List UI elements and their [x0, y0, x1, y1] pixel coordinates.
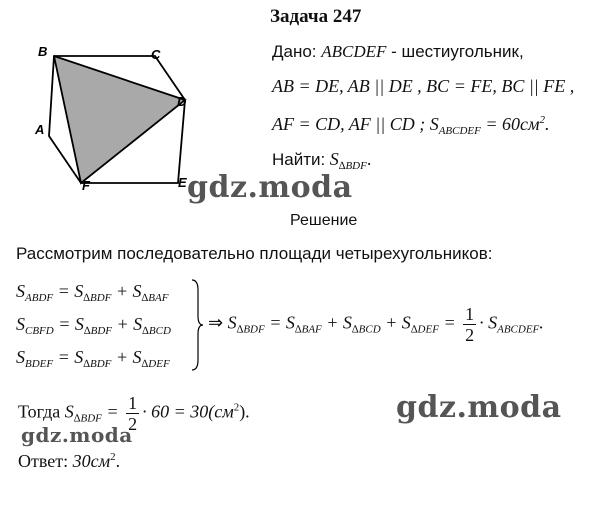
result-line: ⇒ $S_{\Delta BDF} = S_{\Delta BAF} + S_{\Delta BCD} + S_{\Delta DEF}$ = $\frac{1}{2}$ · $S_{ABCDEF}$. — [208, 304, 544, 345]
watermark: gdz.moda — [396, 390, 562, 425]
answer-line: Ответ: $30см^2$. — [18, 451, 121, 471]
given-line2-rest: = 60см — [480, 114, 540, 134]
find-sub: ∆BDF — [338, 160, 367, 172]
watermark: gdz.moda — [21, 423, 133, 447]
system-brace — [190, 278, 204, 372]
find-s: S — [329, 149, 339, 169]
given-line-0 — [272, 42, 524, 62]
then-label: Тогда — [18, 401, 61, 422]
vertex-label-a: A — [35, 122, 45, 137]
consider-text: Рассмотрим последовательно площади четырехугольников: — [16, 244, 493, 263]
find-line — [272, 149, 371, 172]
answer-label: Ответ: — [18, 451, 69, 471]
system-row-0: $S_{ABDF} = S_{\Delta BDF} + S_{\Delta BAF}$ — [16, 281, 169, 304]
vertex-label-f: F — [82, 178, 90, 193]
vertex-label-c: C — [151, 47, 161, 62]
vertex-label-e: E — [178, 175, 187, 190]
then-line: Тогда $S_{\Delta BDF}$ = $\frac{1}{2}$ · $60 = 30(см^2)$. — [18, 393, 250, 434]
given-label: Дано: — [272, 42, 317, 61]
system-row-1: $S_{CBFD} = S_{\Delta BDF} + S_{\Delta BCD}$ — [16, 314, 171, 337]
hexagon-figure — [30, 42, 210, 202]
then-fraction: $\frac{1}{2}$ — [128, 393, 138, 434]
implies-arrow: ⇒ — [208, 312, 224, 333]
watermark: gdz.moda — [187, 170, 353, 205]
solution-heading: Решение — [290, 212, 358, 229]
given-shape: ABCDEF — [321, 42, 387, 61]
vertex-label-b: B — [38, 44, 48, 59]
given-line-1: AB = DE, AB || DE , BC = FE, BC || FE , — [272, 76, 575, 96]
given-shape-text: - шестиугольник, — [391, 42, 524, 61]
triangle-bdf — [54, 56, 185, 183]
system-row-2: $S_{BDEF} = S_{\Delta BDF} + S_{\Delta DEF}$ — [16, 347, 170, 370]
given-line2-end: . — [545, 114, 550, 134]
vertex-label-d: D — [177, 94, 187, 109]
given-line2-sup: 2 — [539, 114, 545, 126]
given-line2-sub: ABCDEF — [438, 125, 481, 137]
find-label: Найти: — [272, 150, 326, 169]
result-fraction: $\frac{1}{2}$ — [465, 304, 475, 345]
given-line-2 — [272, 114, 550, 137]
answer-value: 30см — [72, 451, 111, 471]
task-title: Задача 247 — [270, 6, 362, 27]
given-line2-main: AF = CD, AF || CD ; S — [272, 114, 439, 134]
find-end: . — [366, 149, 372, 169]
